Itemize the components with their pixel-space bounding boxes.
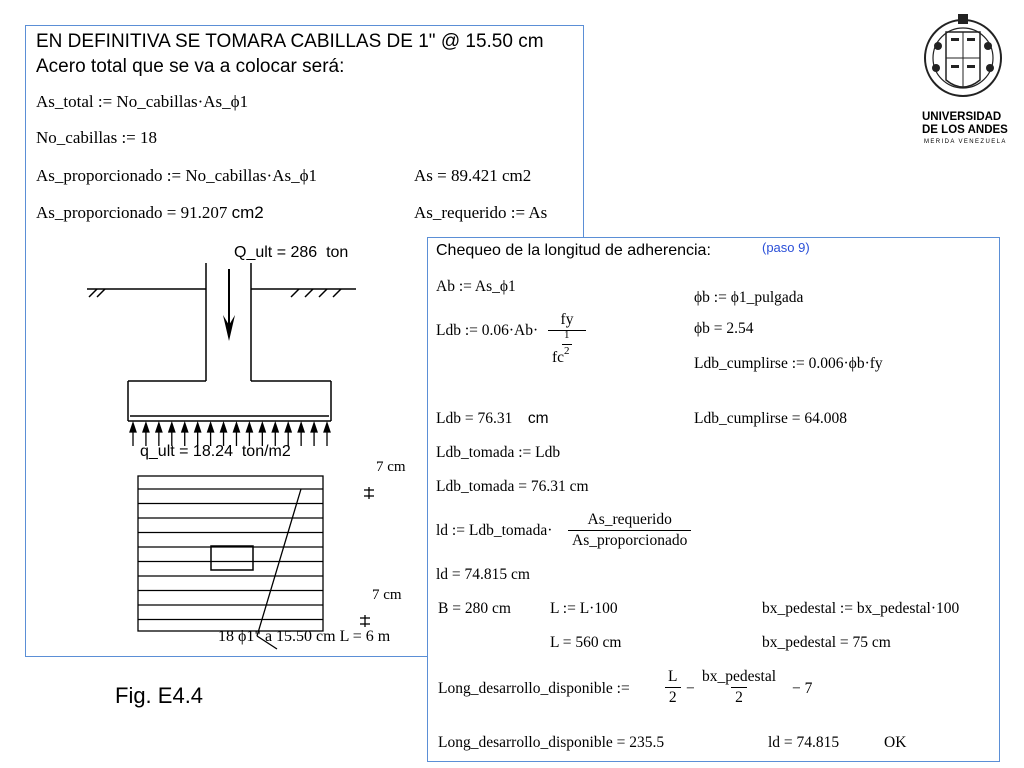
pressure-arrowhead bbox=[272, 423, 278, 432]
heading-chequeo: Chequeo de la longitud de adherencia: bbox=[436, 242, 711, 259]
eq-long-suffix: − 7 bbox=[792, 680, 813, 697]
pressure-arrowhead bbox=[156, 423, 162, 432]
step-label: (paso 9) bbox=[762, 240, 810, 255]
pressure-arrowhead bbox=[285, 423, 291, 432]
pressure-arrowhead bbox=[182, 423, 188, 432]
heading-acero-total: Acero total que se va a colocar será: bbox=[36, 56, 345, 77]
eq-no-cabillas: No_cabillas := 18 bbox=[36, 128, 158, 147]
eq-as-proporcionado-val: As_proporcionado = 91.207 cm2 bbox=[36, 203, 264, 222]
pressure-arrowhead bbox=[169, 423, 175, 432]
pressure-arrowhead bbox=[324, 423, 330, 432]
eq-as-total: As_total := No_cabillas·As_ϕ1 bbox=[36, 92, 249, 111]
eq-long-fraction-1: $\frac{L}{2}$ bbox=[664, 668, 681, 707]
logo-line-1: UNIVERSIDAD bbox=[922, 111, 1002, 123]
calculation-panel-right bbox=[427, 237, 1000, 762]
shield-icon bbox=[918, 10, 1016, 110]
pressure-arrowhead bbox=[311, 423, 317, 432]
eq-long-val: Long_desarrollo_disponible = 235.5 bbox=[438, 734, 665, 751]
pressure-arrowhead bbox=[259, 423, 265, 432]
soil-pressure-label: q_ult = 18.24 ton/m2 bbox=[140, 443, 291, 460]
bar-note: 18 ϕ1" a 15.50 cm L = 6 m bbox=[218, 628, 391, 645]
eq-bx-def: bx_pedestal := bx_pedestal·100 bbox=[762, 600, 960, 617]
logo-line-2: DE LOS ANDES bbox=[922, 124, 1008, 136]
eq-phib-def: ϕb := ϕ1_pulgada bbox=[694, 289, 804, 306]
eq-as-requerido: As_requerido := As bbox=[414, 203, 548, 222]
eq-b-val: B = 280 cm bbox=[438, 600, 511, 617]
eq-ldb-val: Ldb = 76.31 cm bbox=[436, 410, 549, 427]
eq-ldb-fraction: fy 1 2 fc bbox=[548, 311, 586, 353]
eq-ld-prefix: ld := Ldb_tomada· bbox=[436, 522, 553, 539]
heading-definitiva: EN DEFINITIVA SE TOMARA CABILLAS DE 1" @ 15.50 cm bbox=[36, 31, 544, 52]
pressure-arrowhead bbox=[143, 423, 149, 432]
eq-ldb-cumplirse-def: Ldb_cumplirse := 0.006·ϕb·fy bbox=[694, 355, 883, 372]
eq-ldb-tomada-val: Ldb_tomada = 76.31 cm bbox=[436, 478, 589, 495]
eq-ldb-prefix: Ldb := 0.06·Ab· bbox=[436, 322, 539, 339]
eq-ld-final: ld = 74.815 bbox=[768, 734, 840, 751]
eq-ld-fraction: As_requerido As_proporcionado bbox=[568, 511, 691, 550]
eq-ldb-tomada-def: Ldb_tomada := Ldb bbox=[436, 444, 561, 461]
eq-as-proporcionado-def: As_proporcionado := No_cabillas·As_ϕ1 bbox=[36, 166, 318, 185]
pressure-arrowhead bbox=[208, 423, 214, 432]
eq-phib-val: ϕb = 2.54 bbox=[694, 320, 754, 337]
university-logo bbox=[918, 10, 1016, 150]
pressure-arrowhead bbox=[130, 423, 136, 432]
eq-ldb-cumplirse-val: Ldb_cumplirse = 64.008 bbox=[694, 410, 847, 427]
figure-caption: Fig. E4.4 bbox=[115, 683, 204, 708]
pressure-arrowhead bbox=[298, 423, 304, 432]
load-label: Q_ult = 286 ton bbox=[234, 244, 349, 261]
logo-line-3: MERIDA VENEZUELA bbox=[924, 139, 1007, 145]
pedestal-plan bbox=[211, 546, 253, 570]
pressure-arrowhead bbox=[233, 423, 239, 432]
cover-bottom-label: 7 cm bbox=[372, 587, 402, 603]
eq-ab: Ab := As_ϕ1 bbox=[436, 278, 516, 295]
cover-top-label: 7 cm bbox=[376, 459, 406, 475]
eq-long-minus: − bbox=[686, 680, 695, 697]
ok-label: OK bbox=[884, 734, 907, 751]
eq-as-value: As = 89.421 cm2 bbox=[414, 166, 532, 185]
eq-ld-val: ld = 74.815 cm bbox=[436, 566, 530, 583]
eq-l-def: L := L·100 bbox=[550, 600, 618, 617]
pressure-arrowhead bbox=[195, 423, 201, 432]
eq-l-val: L = 560 cm bbox=[550, 634, 622, 651]
eq-bx-val: bx_pedestal = 75 cm bbox=[762, 634, 891, 651]
eq-long-fraction-2: bx_pedestal 2 bbox=[702, 668, 777, 706]
pressure-arrowhead bbox=[246, 423, 252, 432]
eq-long-prefix: Long_desarrollo_disponible := bbox=[438, 680, 630, 697]
pressure-arrowhead bbox=[221, 423, 227, 432]
